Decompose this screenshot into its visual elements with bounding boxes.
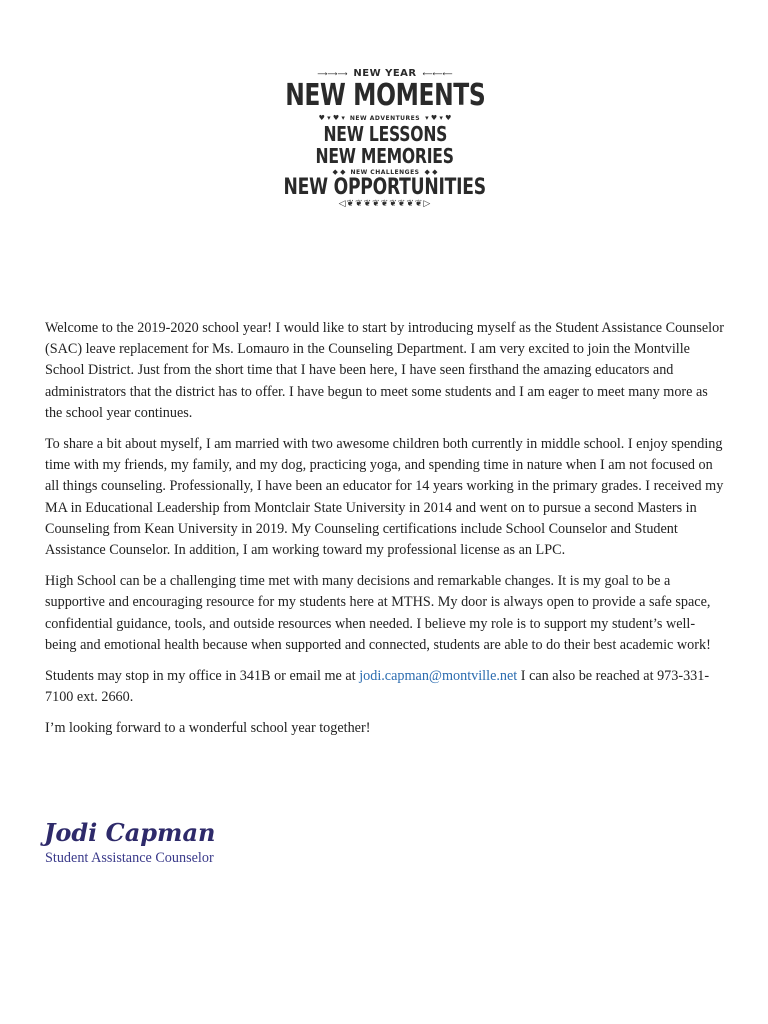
arrow-left-icon: ⟶⟶⟶ bbox=[317, 69, 348, 78]
contact-text-before: Students may stop in my office in 341B or email me at bbox=[45, 668, 360, 685]
graphic-new-challenges: NEW CHALLENGES bbox=[350, 168, 420, 176]
letter-body bbox=[45, 318, 725, 750]
graphic-new-opportunities: NEW OPPORTUNITIES bbox=[283, 175, 487, 200]
graphic-new-adventures: NEW ADVENTURES bbox=[349, 114, 421, 122]
new-year-graphic bbox=[283, 68, 487, 254]
signature-name: Jodi Capman bbox=[44, 818, 216, 847]
graphic-row-memories bbox=[300, 145, 470, 167]
graphic-row-vine bbox=[300, 199, 470, 209]
hearts-left-icon: ♥ ▾ ♥ ▾ bbox=[318, 114, 345, 122]
contact-text-after: I can also be reached at 973-331-7100 ext. 2660. bbox=[45, 668, 710, 706]
vine-icon: ◁❦❦❦❦❦❦❦❦❦▷ bbox=[338, 199, 432, 209]
email-link[interactable]: jodi.capman@montville.net bbox=[359, 668, 518, 685]
paragraph-about-me: To share a bit about myself, I am married with two awesome children both currently in middle school. I enjoy spending time with my friends, my family, and my dog, practicing yoga, and spending time in nature when I am not focused on all things counseling. Professionally, I have been an educator for 14 years working in the primary grades. I received my MA in Educational Leadership from Montclair State University in 2014 and went on to pursue a second Masters in Counseling from Kean University in 2019. My Counseling certifications include School Counselor and Student Assistance Counselor. In addition, I am working toward my professional license as an LPC. bbox=[45, 436, 724, 559]
arrow-right-icon: ⟵⟵⟵ bbox=[422, 69, 453, 78]
signature-title: Student Assistance Counselor bbox=[45, 850, 214, 866]
graphic-row-opportunities bbox=[283, 175, 487, 200]
paragraph-contact bbox=[45, 666, 725, 708]
graphic-new-year: NEW YEAR bbox=[353, 68, 417, 79]
paragraph-high-school: High School can be a challenging time met with many decisions and remarkable changes. It is my goal to be a supportive and encouraging resource for my students here at MTHS. My door is always open to provide a safe space, confidential guidance, tools, and outside resources when needed. I believe my role is to support my student’s well-being and emotional health because when supported and connected, students are able to do their best academic work! bbox=[45, 573, 711, 653]
paragraph-welcome: Welcome to the 2019-2020 school year! I would like to start by introducing myself as the Student Assistance Counselor (SAC) leave replacement for Ms. Lomauro in the Counseling Department. I am very excited to join the Montville School District. Just from the short time that I have been here, I have seen firsthand the amazing educators and administrators that the district has to offer. I have begun to meet some students and I am eager to meet many more as the school year continues. bbox=[45, 320, 724, 421]
graphic-row-lessons bbox=[300, 123, 470, 145]
diamonds-right-icon: ◆ ◆ bbox=[424, 168, 438, 176]
graphic-row-moments bbox=[284, 78, 486, 113]
paragraph-closing: I’m looking forward to a wonderful school year together! bbox=[45, 720, 371, 737]
graphic-new-moments: NEW MOMENTS bbox=[284, 78, 486, 113]
graphic-new-lessons: NEW LESSONS bbox=[323, 122, 447, 146]
hearts-right-icon: ▾ ♥ ▾ ♥ bbox=[425, 114, 452, 122]
graphic-new-memories: NEW MEMORIES bbox=[315, 144, 455, 168]
diamonds-left-icon: ◆ ◆ bbox=[332, 168, 346, 176]
